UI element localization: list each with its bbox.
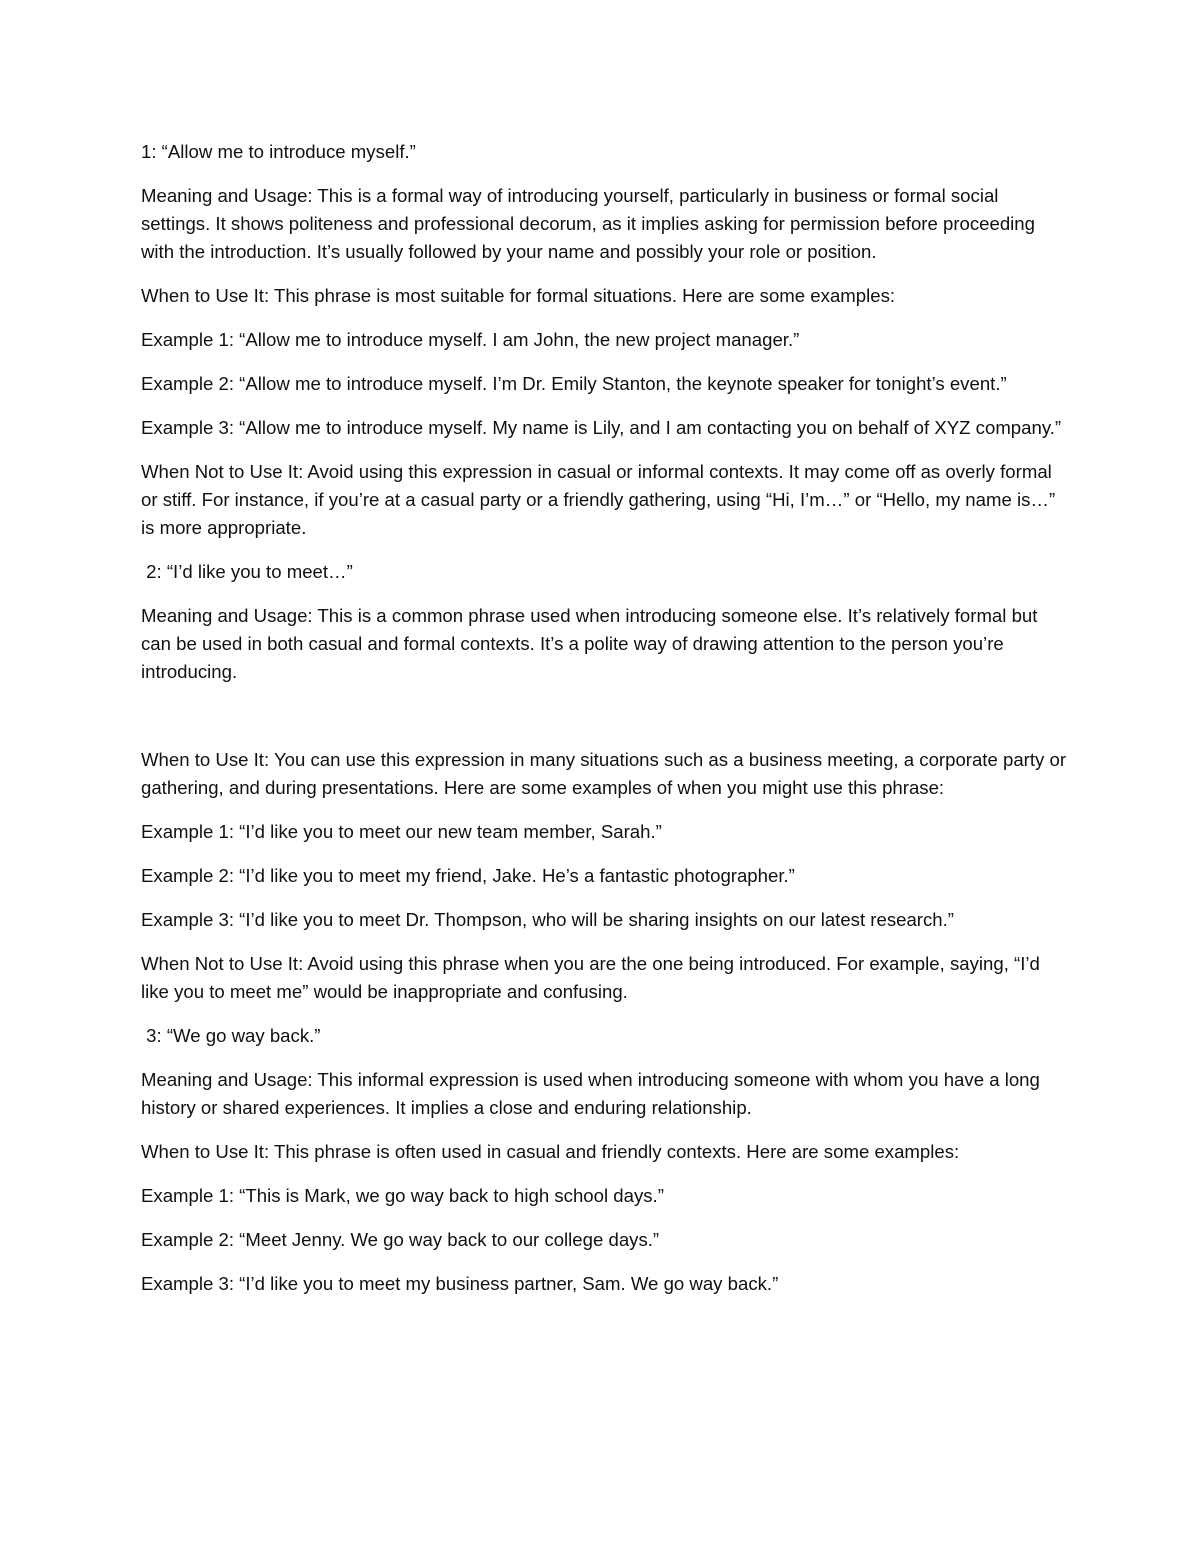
section-1-example-1: Example 1: “Allow me to introduce myself. I am John, the new project manager.”: [141, 329, 800, 350]
section-3-heading: 3: “We go way back.”: [141, 1025, 321, 1046]
section-2-example-2: Example 2: “I’d like you to meet my friend, Jake. He’s a fantastic photographer.”: [141, 865, 795, 886]
section-1-meaning: Meaning and Usage: This is a formal way of introducing yourself, particularly in business or formal social settings. It shows politeness and professional decorum, as it implies asking for permission before proceeding with the introduction. It’s usually followed by your name and possibly your role or position.: [141, 185, 1035, 262]
section-3-example-1: Example 1: “This is Mark, we go way back to high school days.”: [141, 1185, 664, 1206]
section-2-example-3: Example 3: “I’d like you to meet Dr. Thompson, who will be sharing insights on our latest research.”: [141, 909, 954, 930]
section-1-heading: 1: “Allow me to introduce myself.”: [141, 141, 416, 162]
section-2-example-1: Example 1: “I’d like you to meet our new team member, Sarah.”: [141, 821, 662, 842]
section-1-when-not-to-use: When Not to Use It: Avoid using this expression in casual or informal contexts. It may come off as overly formal or stiff. For instance, if you’re at a casual party or a friendly gathering, using “Hi, I’m…” or “Hello, my name is…” is more appropriate.: [141, 461, 1056, 538]
section-2-when-to-use: When to Use It: You can use this expression in many situations such as a business meeting, a corporate party or gathering, and during presentations. Here are some examples of when you might use this phrase:: [141, 749, 1067, 798]
section-3-example-3: Example 3: “I’d like you to meet my business partner, Sam. We go way back.”: [141, 1273, 779, 1294]
section-2-heading: 2: “I’d like you to meet…”: [141, 561, 353, 582]
section-2-meaning: Meaning and Usage: This is a common phrase used when introducing someone else. It’s relatively formal but can be used in both casual and formal contexts. It’s a polite way of drawing attention to the person you’re introducing.: [141, 605, 1038, 682]
section-2-when-not-to-use: When Not to Use It: Avoid using this phrase when you are the one being introduced. For example, saying, “I’d like you to meet me” would be inappropriate and confusing.: [141, 953, 1040, 1002]
section-1-example-2: Example 2: “Allow me to introduce myself. I’m Dr. Emily Stanton, the keynote speaker for tonight’s event.”: [141, 373, 1007, 394]
section-3-example-2: Example 2: “Meet Jenny. We go way back to our college days.”: [141, 1229, 660, 1250]
section-1-when-to-use: When to Use It: This phrase is most suitable for formal situations. Here are some examples:: [141, 285, 896, 306]
section-3-meaning: Meaning and Usage: This informal expression is used when introducing someone with whom you have a long history or shared experiences. It implies a close and enduring relationship.: [141, 1069, 1040, 1118]
document-body: [141, 138, 1071, 1314]
section-1-example-3: Example 3: “Allow me to introduce myself. My name is Lily, and I am contacting you on behalf of XYZ company.”: [141, 417, 1062, 438]
section-3-when-to-use: When to Use It: This phrase is often used in casual and friendly contexts. Here are some examples:: [141, 1141, 960, 1162]
